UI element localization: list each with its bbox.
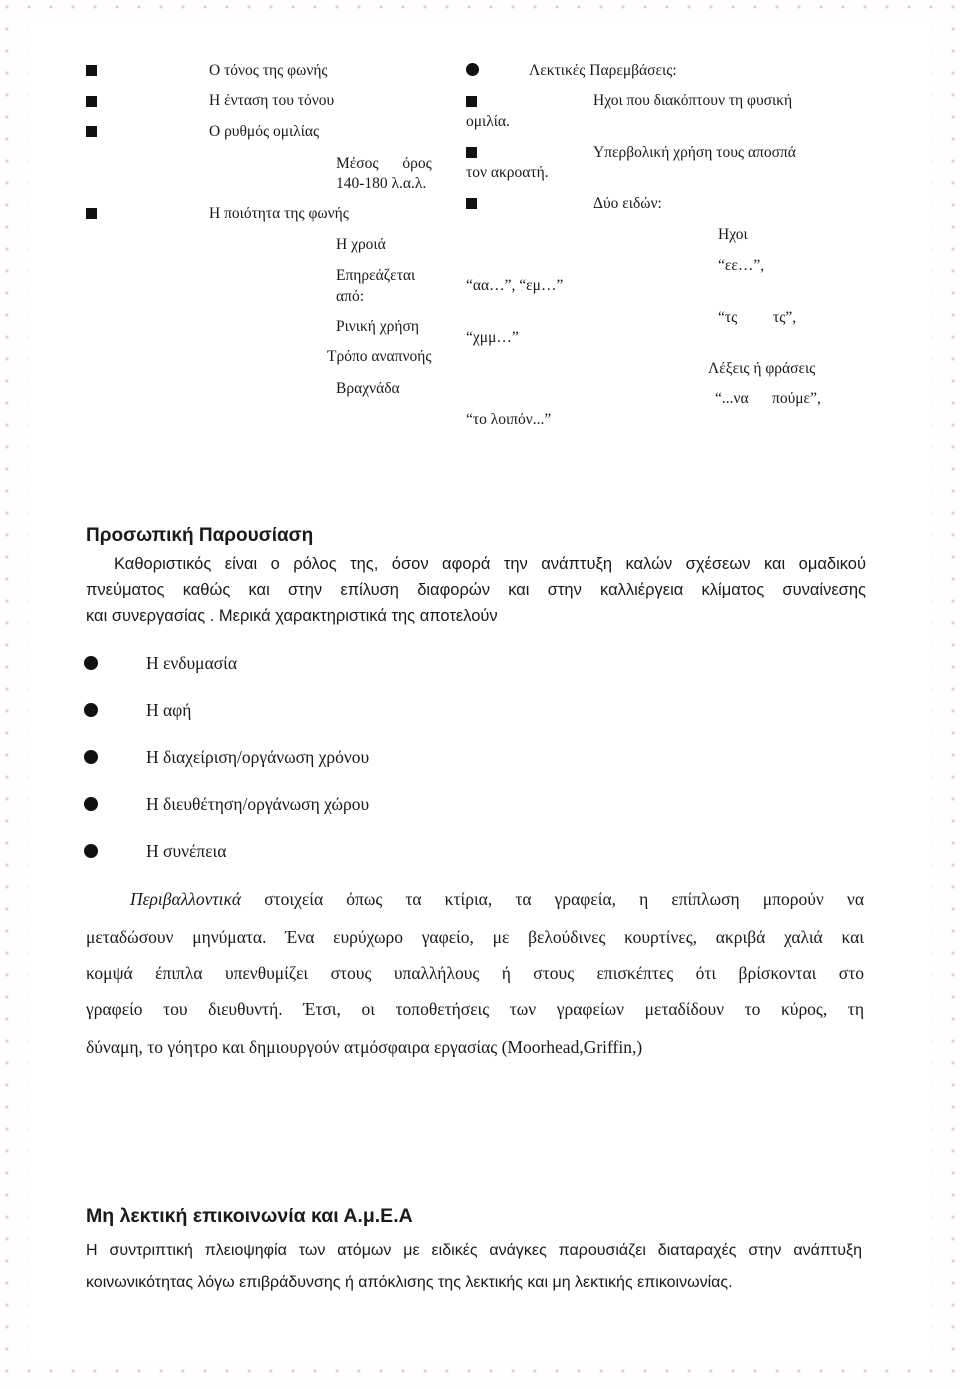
- voice-quality-sub: Βραχνάδα: [336, 380, 400, 397]
- speech-rate-text: Μέσος όρος: [336, 155, 432, 172]
- filler-example: “το λοιπόν...”: [466, 411, 552, 428]
- round-bullet-icon: [84, 797, 98, 811]
- round-bullet-icon: [84, 844, 98, 858]
- speech-rate-value: 140-180 λ.α.λ.: [336, 175, 427, 192]
- list-item: Η διαχείριση/οργάνωση χρόνου: [146, 747, 370, 767]
- section-heading: Προσωπική Παρουσίαση: [86, 525, 314, 546]
- square-bullet-icon: [466, 147, 477, 158]
- round-bullet-icon: [84, 750, 98, 764]
- square-bullet-icon: [86, 208, 97, 219]
- sounds-label: Ηχοι: [718, 226, 748, 243]
- phrase-example: πούμε”,: [772, 390, 821, 407]
- verbal-item: Ηχοι που διακόπτουν τη φυσική: [593, 92, 793, 109]
- paragraph-line: πνεύματος καθώς και στην επίλυση διαφορών και στην καλλιέργεια κλίματος συναίνεσης: [86, 581, 866, 599]
- verbal-item: τον ακροατή.: [466, 164, 549, 181]
- sound-example: “τς: [718, 309, 738, 326]
- paragraph-text: στοιχεία όπως τα κτίρια, τα γραφεία, η επίπλωση μπορούν να: [241, 889, 864, 909]
- paragraph-line: και συνεργασίας . Μερικά χαρακτηριστικά της αποτελούν: [86, 607, 498, 625]
- emphasis: Περιβαλλοντικά: [130, 889, 242, 909]
- verbal-heading: Λεκτικές Παρεμβάσεις:: [529, 62, 677, 79]
- paragraph-line: κοινωνικότητας λόγω επιβράδυνσης ή απόκλισης της λεκτικής και μη λεκτικής επικοινωνίας.: [86, 1274, 733, 1291]
- sound-example: “εε…”,: [718, 257, 765, 274]
- voice-quality-sub: Η χροιά: [336, 236, 386, 253]
- list-item: Η συνέπεια: [146, 841, 227, 861]
- page: [28, 24, 932, 1365]
- paragraph-line: δύναμη, το γόητρο και δημιουργούν ατμόσφαιρα εργασίας (Moorhead,Griffin,): [86, 1037, 643, 1057]
- list-item: Η ένταση του τόνου: [209, 92, 335, 109]
- list-item: Η αφή: [146, 700, 192, 720]
- paragraph-line: μεταδώσουν μηνύματα. Ένα ευρύχωρο γαφείο, με βελούδινες κουρτίνες, ακριβά χαλιά και: [86, 927, 864, 947]
- list-item: Η ενδυμασία: [146, 653, 238, 673]
- square-bullet-icon: [466, 198, 477, 209]
- voice-quality-sub: από:: [336, 288, 365, 305]
- paragraph-line: γραφείο του διευθυντή. Έτσι, οι τοποθετήσεις των γραφείων μεταδίδουν το κύρος, τη: [86, 999, 864, 1019]
- round-bullet-icon: [84, 656, 98, 670]
- list-item: Ο τόνος της φωνής: [209, 62, 328, 79]
- round-bullet-icon: [466, 63, 479, 76]
- verbal-item: ομιλία.: [466, 113, 510, 130]
- voice-quality-sub: Επηρεάζεται: [336, 267, 416, 284]
- paragraph-line: Καθοριστικός είναι ο ρόλος της, όσον αφορά την ανάπτυξη καλών σχέσεων και ομαδικού: [114, 555, 866, 573]
- verbal-item: Δύο ειδών:: [593, 195, 662, 212]
- paragraph-line: κομψά έπιπλα υπενθυμίζει στους υπαλλήλους ή στους επισκέπτες ότι βρίσκονται στο: [86, 963, 864, 983]
- voice-quality-sub: Ρινική χρήση: [336, 318, 419, 335]
- phrases-label: Λέξεις ή φράσεις: [708, 360, 816, 377]
- speech-rate-label: [336, 155, 445, 173]
- square-bullet-icon: [466, 96, 477, 107]
- list-item: Η ποιότητα της φωνής: [209, 205, 349, 222]
- list-item: Η διευθέτηση/οργάνωση χώρου: [146, 794, 370, 814]
- verbal-item: Υπερβολική χρήση τους αποσπά: [593, 144, 796, 161]
- sound-example: τς”,: [773, 309, 797, 326]
- square-bullet-icon: [86, 65, 97, 76]
- filler-example: “χμμ…”: [466, 329, 519, 346]
- paragraph-line: Η συντριπτική πλειοψηφία των ατόμων με ειδικές ανάγκες παρουσιάζει διαταραχές στην ανάπτυξη: [86, 1242, 862, 1259]
- round-bullet-icon: [84, 703, 98, 717]
- square-bullet-icon: [86, 126, 97, 137]
- filler-example: “αα…”, “εμ…”: [466, 277, 564, 294]
- list-item: Ο ρυθμός ομιλίας: [209, 123, 320, 140]
- section-heading: Μη λεκτική επικοινωνία και Α.μ.Ε.Α: [86, 1205, 413, 1227]
- phrase-example: “...να: [715, 390, 749, 407]
- paragraph-line: [130, 888, 864, 910]
- voice-quality-sub: Τρόπο αναπνοής: [327, 348, 432, 365]
- square-bullet-icon: [86, 96, 97, 107]
